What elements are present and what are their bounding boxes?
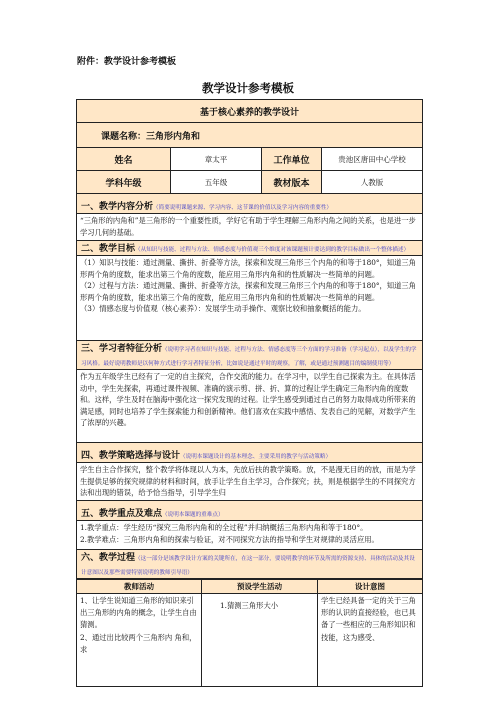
grade-value: 五年级	[171, 171, 262, 194]
section-body-learners: 作为五年级学生已经有了一定的自主探究，合作交流的能力。在学习中，以学生自己探索为主。在具体活动中，学生先探索，再通过课件视频、准确的演示剪、拼、折、算的过程让学生确定三角形内角的度数和。这样，学生及时在脑海中强化这一探究发现的过程。让学生感受到通过自己的努力取得成功所带来的满足感，同时也培养了学生探索能力和创新精神。他们喜欢在实践中感悟、发表自己的见解，对数学产生了浓厚的兴趣。	[77, 370, 423, 443]
name-value: 章太平	[171, 148, 262, 171]
student-activity-cell: 1.猜测三角形大小	[202, 594, 318, 687]
section-body-goals: （1）知识与技能：通过测量、撕拼、折叠等方法，探索和发现三角形三个内角的和等于180°，知道三角形两个角的度数，能求出第三个角的度数，能应用三角形内角和的性质解决一些简单的问题。 （2）过程与方法：通过测量、撕拼、折叠等方法，探索和发现三角形三个内角的和等于180°，知道三角形两个角的度数，能求出第三个角的度数，能应用三角形内角和的性质解决一些简单的问题。 （3）情感态度与价值观（核心素养）：发展学生动手操作、观察比较和抽象概括的能力。	[77, 256, 423, 341]
design-intent-cell: 学生已经具备一定的关于三角形的认识的直接经验，也已具备了一些相应的三角形知识和技能，这为感受、	[318, 594, 423, 687]
grade-label: 学科年级	[77, 171, 171, 194]
process-header-student: 预设学生活动	[202, 580, 318, 594]
section-body-strategy: 学生自主合作探究，整个教学将体现以人为本，先放后扶的教学策略。放，不是漫无目的的放，而是为学生提供足够的探究规律的材料和时间，放手让学生自主学习，合作探究；扶，则是根据学生的不同探究方法和出现的错误，给予恰当指导，引导学生归	[77, 463, 423, 501]
course-value: 三角形内角和	[146, 131, 201, 142]
org-label: 工作单位	[262, 148, 322, 171]
section-header-keypoints	[77, 501, 423, 521]
section-title: 五、教学重点及难点	[81, 509, 163, 519]
section-title: 二、教学目标	[81, 244, 136, 254]
section-header-goals	[77, 241, 423, 256]
section-title: 四、教学策略选择与设计	[81, 451, 181, 461]
process-table	[76, 579, 423, 687]
section-hint: （简要说明课题来源、学习内容、这节课的价值以及学习内容的重要性）	[153, 205, 333, 211]
section-body-content: “三角形的内角和”是三角形的一个重要性质，学好它有助于学生理解三角形内角之间的关系，也是进一步学习几何的基础。	[77, 214, 423, 241]
name-label: 姓名	[77, 148, 171, 171]
edition-value: 人教版	[322, 171, 423, 194]
section-hint: （从知识与技能、过程与方法、情感态度与价值观三个维度对该课题预计要达到的教学目标做出一个整体描述）	[135, 247, 410, 253]
process-header-intent: 设计意图	[318, 580, 423, 594]
attachment-label: 附件：教学设计参考模板	[77, 57, 177, 67]
section-hint: （说明本课题设计的基本理念、主要采用的教学与活动策略）	[180, 454, 332, 460]
teacher-activity-cell: 1、让学生说知道三角形的知识来引出三角形的内角的概念，让学生自由猜测。 2、通过出比较两个三角形内 角和，求	[77, 594, 202, 687]
section-title: 六、教学过程	[81, 553, 136, 563]
section-title: 三、学习者特征分析	[81, 344, 163, 354]
section-hint: （说明本课题的重难点）	[162, 512, 224, 518]
process-header-teacher: 教师活动	[77, 580, 202, 594]
org-value: 贵池区唐田中心学校	[322, 148, 423, 171]
section-body-keypoints: 1.教学重点：学生经历“探究三角形内角和的全过程”并归纳概括三角形内角和等于180°。 2.教学难点：三角形内角和的探索与验证，对不同探究方法的指导和学生对规律的灵活应用。	[77, 521, 423, 550]
document-title: 教学设计参考模板	[202, 81, 294, 95]
section-header-process	[77, 550, 423, 579]
edition-label: 教材版本	[262, 171, 322, 194]
section-title: 一、教学内容分析	[81, 202, 154, 212]
section-header-content	[77, 194, 423, 214]
course-title-row	[77, 123, 423, 148]
course-label: 课题名称：	[101, 131, 147, 142]
table-banner: 基于核心素养的教学设计	[77, 100, 423, 123]
section-hint: （这一部分是该教学设计方案的关键所在，在这一部分，要说明教学的环节及所需的资源支持、具体的活动及其设计意图以及那些需要特别说明的教师引导语）	[81, 556, 415, 576]
section-hint: （说明学习者在知识与技能、过程与方法、情感态度等三个方面的学习准备（学习起点），以及学生的学习风格。最好说明教师是以何种方式进行学习者特征分析，比如说是通过平时的观察，了解，或是通过预测题目的编制使用等）	[81, 347, 417, 367]
section-header-learners	[77, 341, 423, 370]
section-header-strategy	[77, 443, 423, 463]
design-table	[76, 99, 422, 687]
